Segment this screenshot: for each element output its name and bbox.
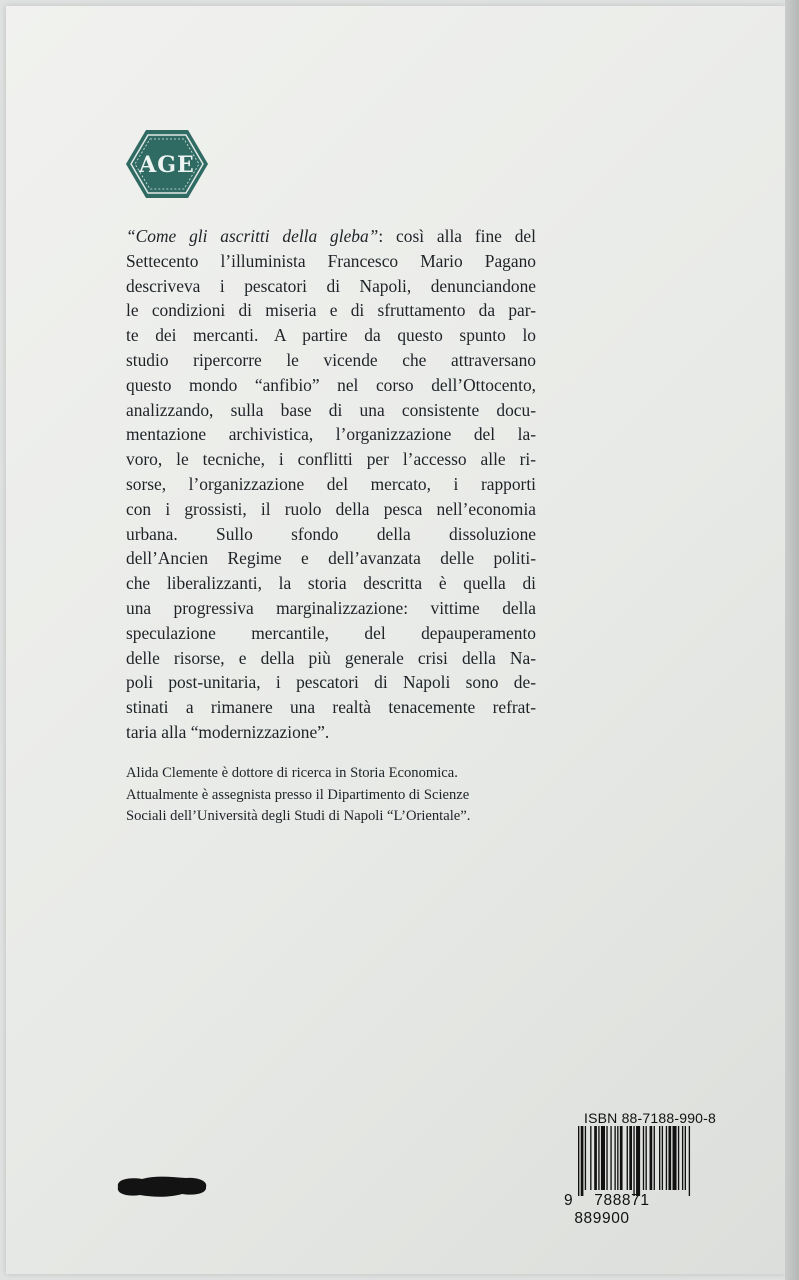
blurb-text-run: una progressiva marginalizzazione: vittime della: [126, 597, 536, 618]
blurb-text-run: che liberalizzanti, la storia descritta è quella di: [126, 573, 536, 594]
blurb-text: [126, 224, 536, 745]
blurb-text-run: poli post-unitaria, i pescatori di Napoli sono de-: [126, 672, 536, 693]
blurb-line: [126, 621, 536, 646]
blurb-text-run: voro, le tecniche, i conflitti per l’accesso alle ri-: [126, 449, 536, 470]
blurb-text-run: le condizioni di miseria e di sfruttamento da par-: [126, 300, 536, 321]
blurb-line: [126, 249, 536, 274]
barcode-bar: [662, 1126, 663, 1190]
blurb-text-run: : così alla fine del: [378, 226, 536, 246]
blurb-line: [126, 323, 536, 348]
barcode-bar: [606, 1126, 607, 1190]
blurb-line: [126, 571, 536, 596]
blurb-line: [126, 447, 536, 472]
blurb-text-run: questo mondo “anfibio” nel corso dell’Ottocento,: [126, 374, 536, 395]
blurb-text-run: con i grossisti, il ruolo della pesca nell’economia: [126, 498, 536, 519]
author-bio-line: Sociali dell’Università degli Studi di Napoli “L’Orientale”.: [126, 808, 471, 824]
barcode-bar: [601, 1126, 605, 1190]
barcode-digits-right: 889900: [574, 1210, 630, 1227]
barcode-bar: [617, 1126, 618, 1190]
barcode-bar: [654, 1126, 655, 1190]
barcode-bar: [685, 1126, 686, 1190]
blurb-text-run: Settecento l’illuminista Francesco Mario Pagano: [126, 250, 536, 271]
blurb-text-run: te dei mercanti. A partire da questo spunto lo: [126, 325, 536, 346]
barcode-bar: [581, 1126, 584, 1196]
svg-text:AGE: AGE: [139, 152, 195, 178]
barcode-bar: [633, 1126, 634, 1196]
barcode-bar: [585, 1126, 586, 1190]
blurb-text-run: “Come gli ascritti della gleba”: [126, 226, 379, 246]
blurb-text-run: dell’Ancien Regime e dell’avanzata delle politi-: [126, 548, 536, 569]
isbn-label: ISBN 88-7188-990-8: [584, 1110, 717, 1126]
barcode-bar: [629, 1126, 632, 1190]
blurb-text-run: speculazione mercantile, del depauperamento: [126, 622, 536, 643]
blurb-line: [126, 348, 536, 373]
barcode-digit-lead: 9: [564, 1192, 574, 1209]
blurb-text-run: sorse, l’organizzazione del mercato, i rapporti: [126, 473, 536, 494]
barcode-bar: [668, 1126, 671, 1190]
barcode-bar: [673, 1126, 677, 1190]
barcode-digits: [564, 1192, 739, 1228]
blurb-line: [126, 224, 536, 249]
blurb-line: [126, 472, 536, 497]
barcode-bar: [659, 1126, 660, 1190]
blurb-line: [126, 720, 536, 745]
barcode-bar: [594, 1126, 597, 1190]
blurb-line: [126, 670, 536, 695]
blurb-text-run: analizzando, sulla base di una consistente docu-: [126, 399, 536, 420]
blurb-line: [126, 596, 536, 621]
blurb-text-run: mentazione archivistica, l’organizzazione del la-: [126, 424, 536, 445]
barcode-bar: [650, 1126, 653, 1190]
blurb-line: [126, 398, 536, 423]
AGE-logo-icon: [124, 128, 210, 200]
blurb-line: [126, 373, 536, 398]
barcode-bar: [682, 1126, 683, 1190]
barcode-bar: [627, 1126, 628, 1190]
barcode-bar: [643, 1126, 644, 1190]
back-cover: [6, 6, 786, 1274]
blurb-text-run: urbana. Sullo sfondo della dissoluzione: [126, 523, 536, 544]
barcode-bar: [678, 1126, 679, 1190]
author-bio: [126, 763, 566, 828]
blurb-line: [126, 298, 536, 323]
author-bio-line: Alida Clemente è dottore di ricerca in Storia Economica.: [126, 765, 458, 781]
blurb-line: [126, 422, 536, 447]
blurb-line: [126, 546, 536, 571]
barcode-bar: [646, 1126, 647, 1190]
spine-edge: [785, 0, 799, 1280]
barcode-bar: [578, 1126, 579, 1196]
blurb-text-run: stinati a rimanere una realtà tenacemente refrat-: [126, 697, 536, 718]
barcode-bar: [666, 1126, 667, 1190]
barcode-digits-left: 788871: [594, 1192, 650, 1209]
blurb-text-run: taria alla “modernizzazione”.: [126, 721, 330, 742]
barcode-bar: [598, 1126, 599, 1190]
blurb-line: [126, 497, 536, 522]
blurb-text-run: delle risorse, e della più generale crisi della Na-: [126, 647, 536, 668]
blurb-text-run: studio ripercorre le vicende che attraversano: [126, 349, 536, 370]
barcode-bar: [610, 1126, 611, 1190]
barcode: [576, 1126, 736, 1196]
blurb-line: [126, 522, 536, 547]
barcode-bar: [590, 1126, 591, 1190]
barcode-bar: [614, 1126, 615, 1190]
barcode-bar: [689, 1126, 690, 1196]
blurb-line: [126, 646, 536, 671]
ink-blot: [112, 1171, 210, 1199]
blurb-text-run: descriveva i pescatori di Napoli, denunciandone: [126, 275, 536, 296]
barcode-bar: [636, 1126, 640, 1196]
blurb-line: [126, 695, 536, 720]
author-bio-line: Attualmente è assegnista presso il Dipartimento di Scienze: [126, 786, 470, 803]
blurb-line: [126, 274, 536, 299]
barcode-bar: [620, 1126, 623, 1190]
